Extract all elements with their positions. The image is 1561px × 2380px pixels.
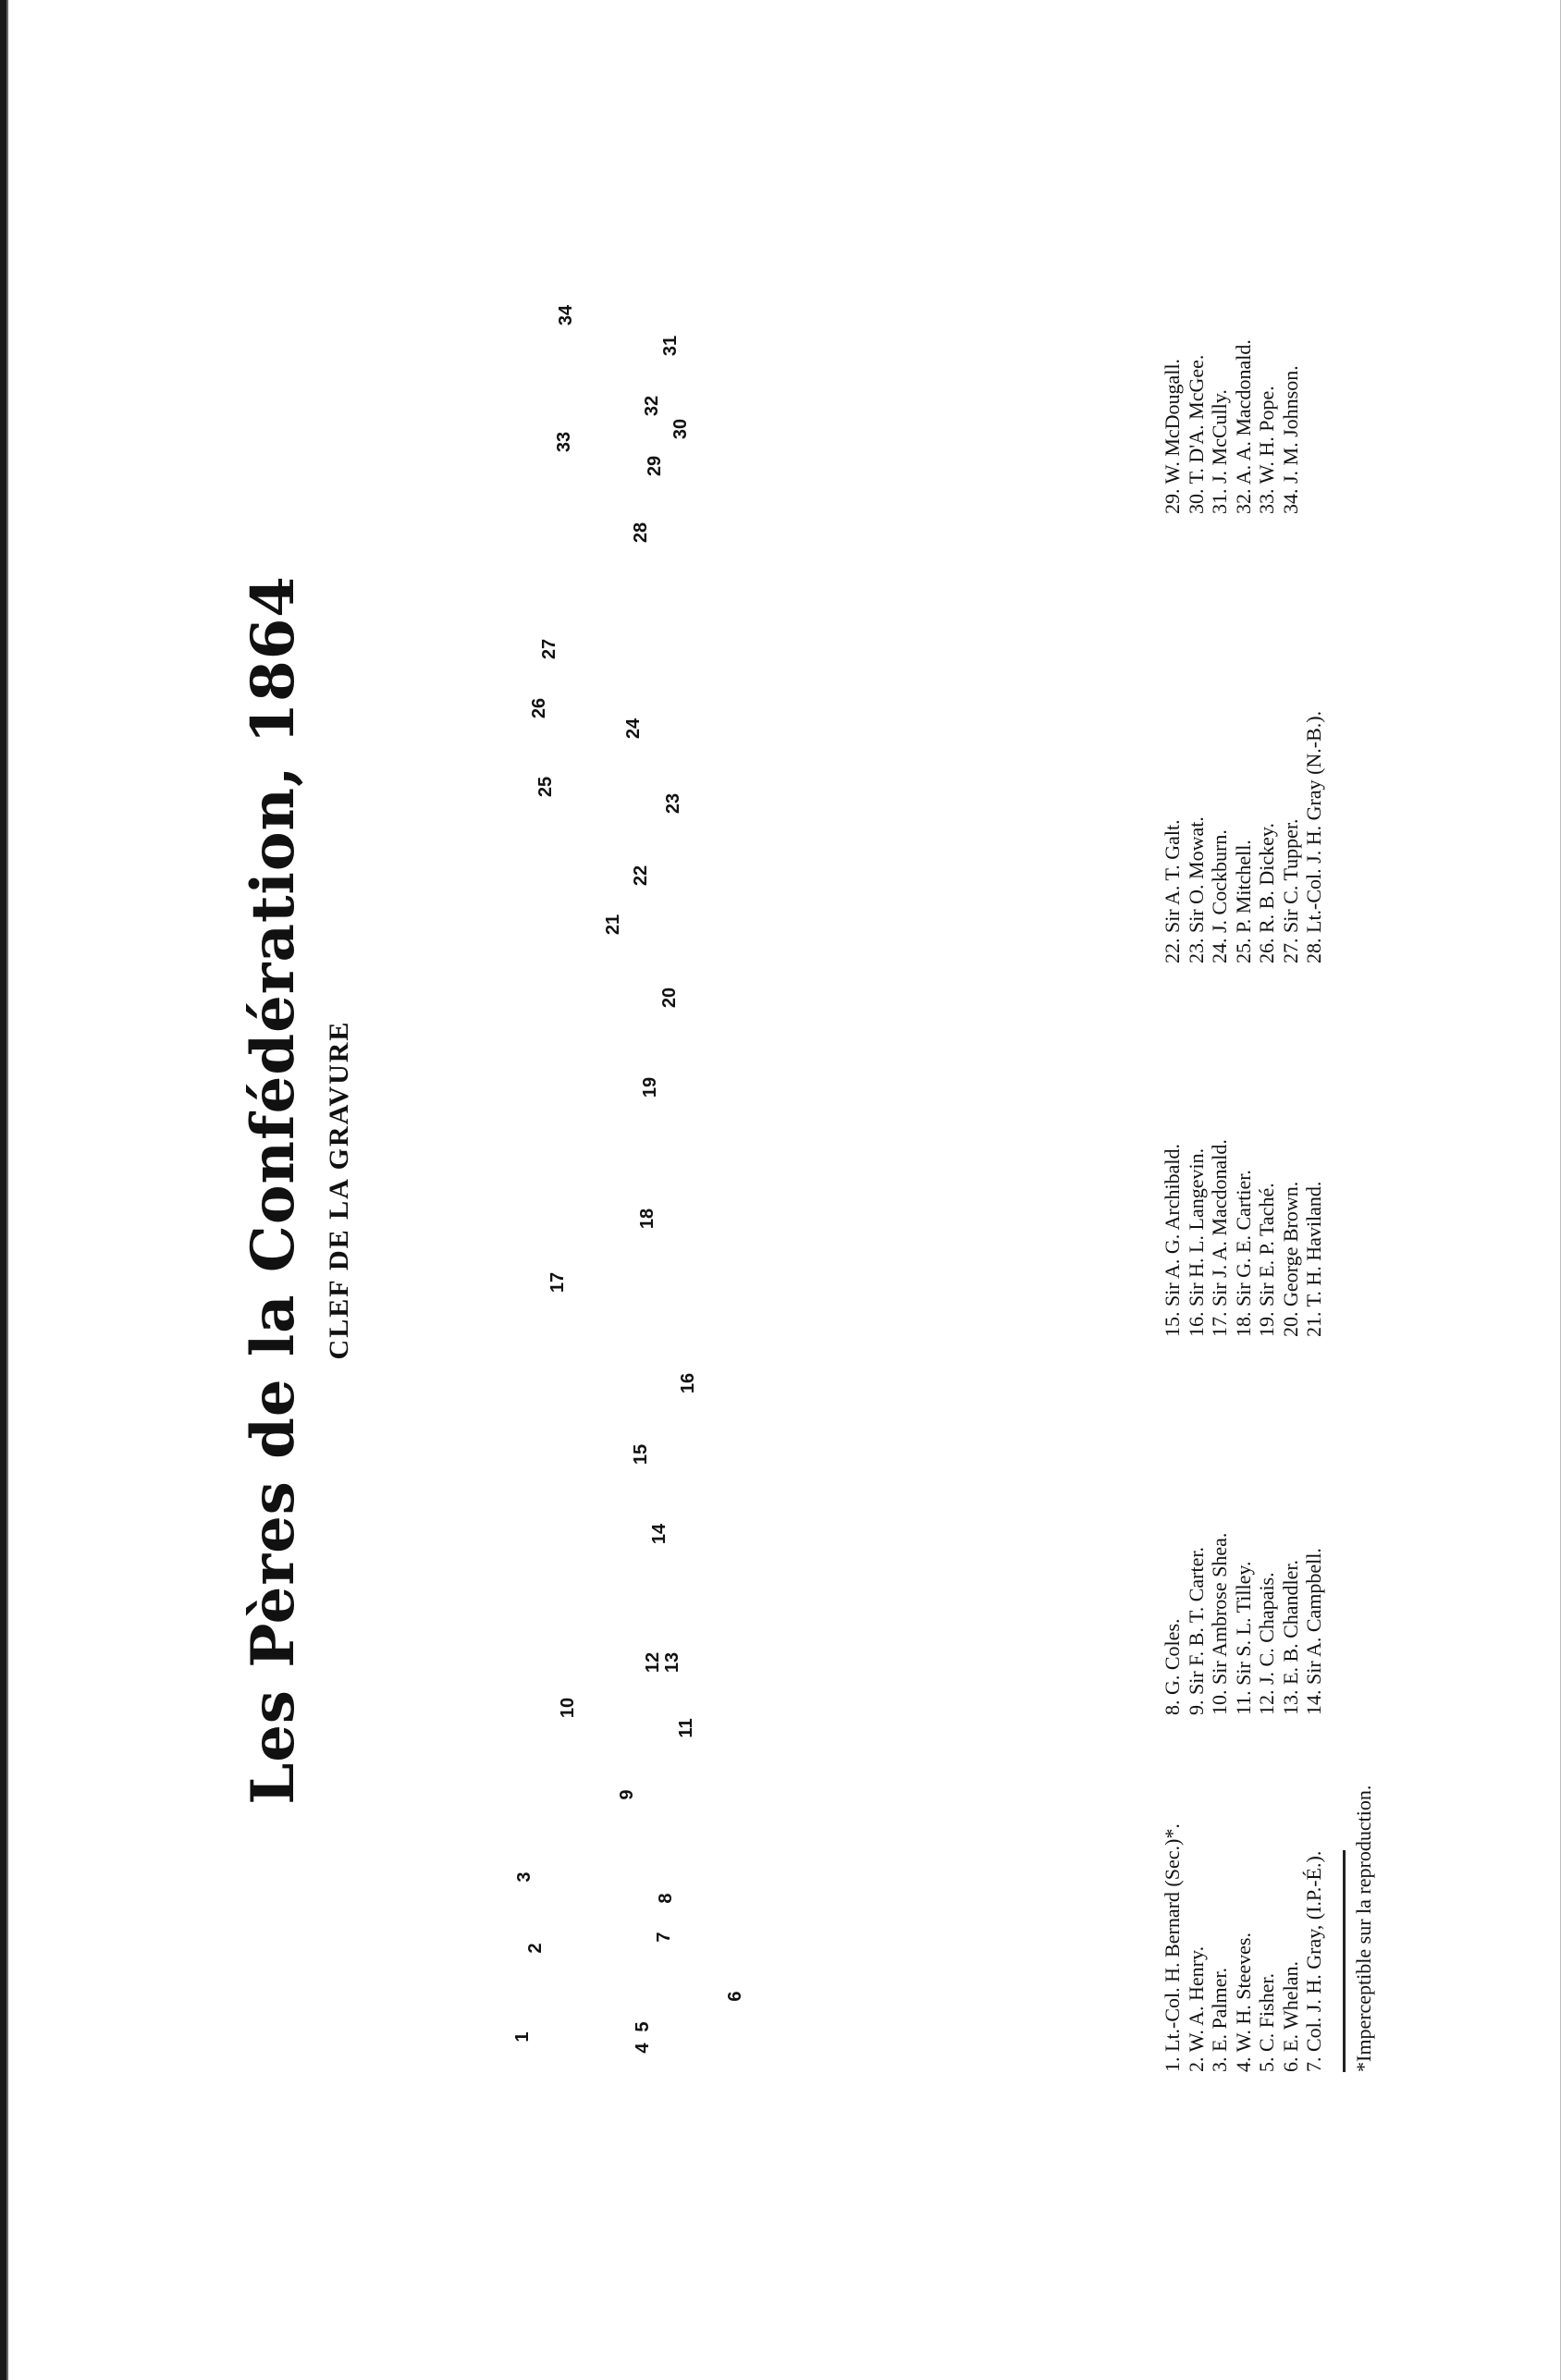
legend-entry: 19. Sir E. P. Taché. bbox=[1255, 1183, 1278, 1337]
legend-entry: 12. J. C. Chapais. bbox=[1255, 1572, 1278, 1715]
legend-entry: 30. T. D'A. McGee. bbox=[1184, 354, 1208, 514]
legend-entry: 15. Sir A. G. Archibald. bbox=[1161, 1144, 1184, 1337]
marker-15: 15 bbox=[631, 1443, 651, 1466]
legend-entry: 14. Sir A. Campbell. bbox=[1302, 1548, 1325, 1715]
marker-29: 29 bbox=[645, 455, 665, 477]
marker-7: 7 bbox=[654, 1932, 674, 1943]
marker-1: 1 bbox=[512, 2031, 533, 2043]
legend-entry: 18. Sir G. E. Cartier. bbox=[1231, 1170, 1255, 1337]
legend-entry: 26. R. B. Dickey. bbox=[1255, 823, 1278, 963]
marker-31: 31 bbox=[660, 335, 681, 357]
legend-entry: 5. C. Fisher. bbox=[1255, 1973, 1278, 2072]
page-subtitle: CLEF DE LA GRAVURE bbox=[324, 1020, 354, 1360]
marker-18: 18 bbox=[637, 1208, 658, 1230]
legend-entry: 21. T. H. Haviland. bbox=[1302, 1181, 1325, 1337]
marker-16: 16 bbox=[678, 1372, 698, 1394]
marker-30: 30 bbox=[670, 418, 691, 440]
legend-entry: 25. P. Mitchell. bbox=[1231, 840, 1255, 963]
legend-entry: 28. Lt.-Col. J. H. Gray (N.-B.). bbox=[1302, 710, 1325, 963]
legend-entry: 27. Sir C. Tupper. bbox=[1278, 818, 1302, 963]
legend-entry: 3. E. Palmer. bbox=[1208, 1967, 1231, 2072]
marker-28: 28 bbox=[631, 521, 651, 544]
legend-column-2 bbox=[1161, 1533, 1326, 1715]
legend-entry: 34. J. M. Johnson. bbox=[1278, 365, 1302, 514]
marker-20: 20 bbox=[659, 987, 680, 1009]
legend-entry: 9. Sir F. B. T. Carter. bbox=[1184, 1547, 1208, 1715]
marker-13: 13 bbox=[662, 1651, 682, 1674]
marker-25: 25 bbox=[535, 776, 556, 798]
marker-4: 4 bbox=[633, 2043, 653, 2054]
marker-5: 5 bbox=[633, 2021, 653, 2032]
marker-10: 10 bbox=[558, 1697, 578, 1719]
legend-entry: 6. E. Whelan. bbox=[1278, 1961, 1302, 2072]
page-title: Les Pères de la Confédération, 1864 bbox=[239, 575, 308, 1805]
marker-9: 9 bbox=[617, 1789, 637, 1800]
legend-entry: 13. E. B. Chandler. bbox=[1278, 1559, 1302, 1715]
legend-entry: 17. Sir J. A. Macdonald. bbox=[1208, 1139, 1231, 1337]
footnote: *Imperceptible sur la reproduction. bbox=[1352, 1785, 1375, 2072]
marker-26: 26 bbox=[529, 697, 549, 719]
legend-entry: 16. Sir H. L. Langevin. bbox=[1184, 1147, 1208, 1337]
marker-21: 21 bbox=[603, 914, 623, 936]
marker-14: 14 bbox=[649, 1523, 670, 1545]
marker-32: 32 bbox=[642, 395, 662, 417]
legend-entry: 31. J. McCully. bbox=[1208, 389, 1231, 514]
legend-entry: 2. W. A. Henry. bbox=[1184, 1945, 1208, 2072]
marker-6: 6 bbox=[725, 1991, 745, 2002]
legend-entry: 24. J. Cockburn. bbox=[1208, 829, 1231, 963]
legend-entry: 20. George Brown. bbox=[1278, 1181, 1302, 1337]
legend-column-1 bbox=[1161, 1823, 1326, 2072]
marker-19: 19 bbox=[640, 1076, 660, 1098]
legend-column-5 bbox=[1161, 339, 1302, 514]
marker-23: 23 bbox=[663, 792, 683, 815]
marker-12: 12 bbox=[643, 1651, 663, 1674]
marker-24: 24 bbox=[623, 718, 644, 740]
legend-entry: 33. W. H. Pope. bbox=[1255, 386, 1278, 514]
marker-17: 17 bbox=[547, 1271, 568, 1294]
marker-11: 11 bbox=[676, 1718, 696, 1738]
legend-entry: 4. W. H. Steeves. bbox=[1231, 1932, 1255, 2072]
marker-34: 34 bbox=[556, 304, 576, 326]
legend-entry: 8. G. Coles. bbox=[1161, 1618, 1184, 1715]
marker-8: 8 bbox=[656, 1893, 676, 1904]
legend-entry: 29. W. McDougall. bbox=[1161, 358, 1184, 514]
legend-entry: 22. Sir A. T. Galt. bbox=[1161, 819, 1184, 963]
legend-entry: 11. Sir S. L. Tilley. bbox=[1231, 1561, 1255, 1715]
legend-entry: 23. Sir O. Mowat. bbox=[1184, 816, 1208, 963]
legend-column-3 bbox=[1161, 1139, 1326, 1337]
legend-entry: 32. A. A. Macdonald. bbox=[1231, 339, 1255, 514]
legend-entry: 7. Col. J. H. Gray, (I.P.-É.). bbox=[1302, 1850, 1325, 2072]
marker-27: 27 bbox=[539, 638, 559, 660]
footnote-divider bbox=[1343, 1850, 1346, 2072]
marker-3: 3 bbox=[514, 1871, 535, 1883]
marker-33: 33 bbox=[554, 431, 574, 453]
legend-column-4 bbox=[1161, 711, 1326, 963]
legend-entry: 10. Sir Ambrose Shea. bbox=[1208, 1532, 1231, 1715]
marker-2: 2 bbox=[525, 1943, 546, 1954]
legend-entry: 1. Lt.-Col. H. Bernard (Sec.)*. bbox=[1161, 1823, 1184, 2072]
marker-22: 22 bbox=[631, 865, 651, 887]
